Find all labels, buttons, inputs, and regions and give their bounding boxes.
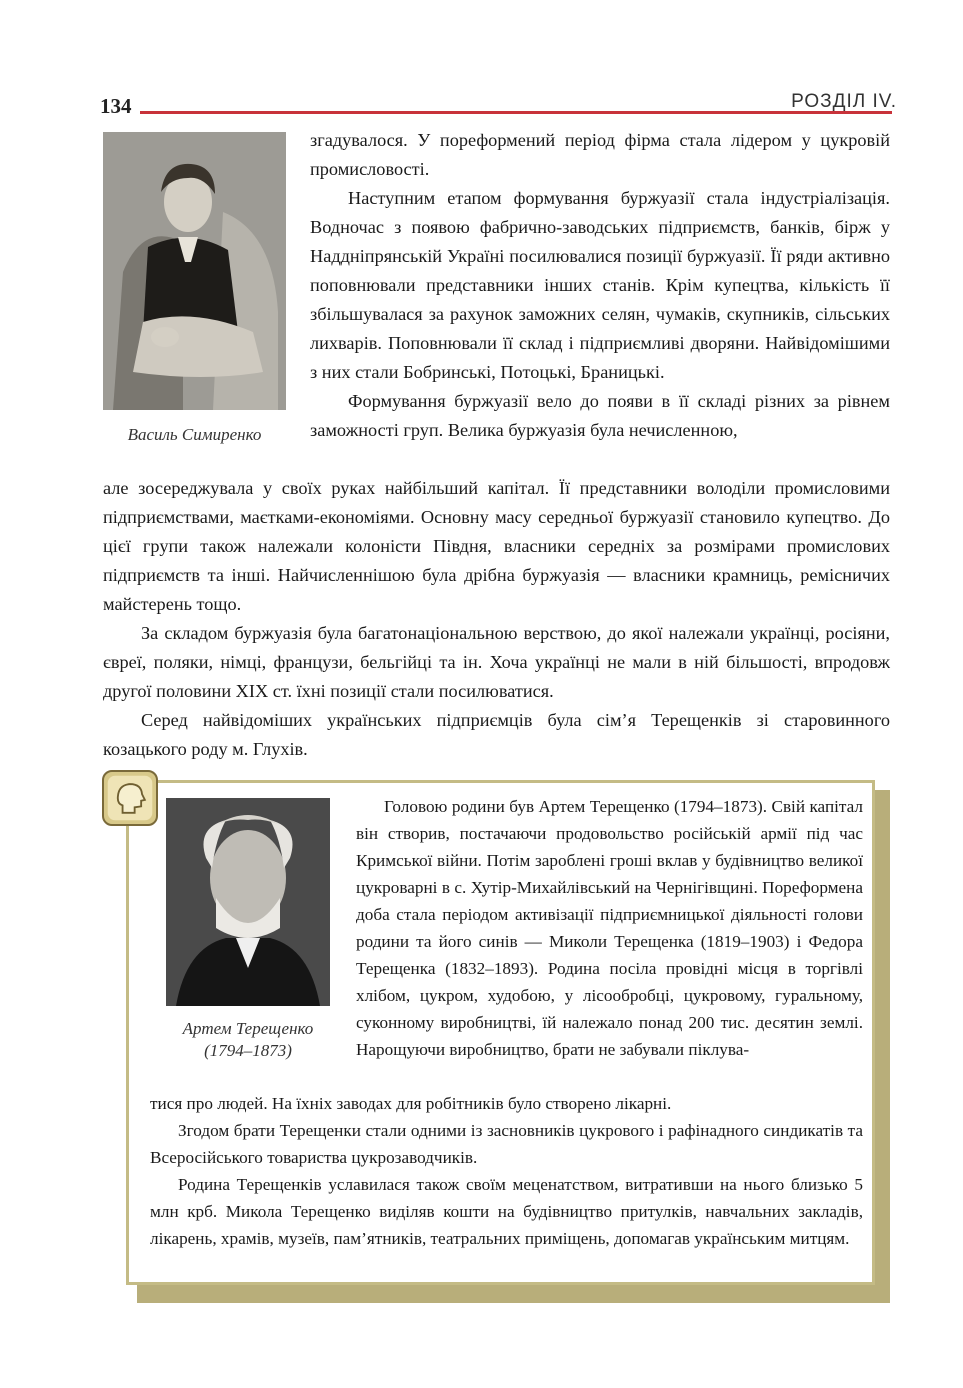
box-text-wide: [150, 1090, 863, 1252]
paragraph-2-text: Наступним етапом формування буржуазії стала індустріалізація. Водночас з появою фабрично-заводських підприємств, банків, бірж у Наддніпрянській Україні посилювалися позиції буржуазії. Її ряди активно поповнювали представники інших станів. Крім купецтва, кількість її збільшувалася за рахунок заможних селян, чумаків, скупників, сільських лихварів. Поповнювали її склад і підприємливі дворяни. Найвідомішими з них стали Бобринські, Потоцькі, Браницькі.: [310, 188, 890, 382]
header-rule: [140, 111, 892, 114]
portrait-artem-tereshchenko: [166, 798, 330, 1006]
box-paragraph-1-start: [356, 793, 863, 1063]
paragraph-5-text: Серед найвідоміших українських підприємців була сім’я Терещенків зі старовинного козацького роду м. Глухів.: [103, 710, 890, 759]
caption-tereshchenko-years: (1794–1873): [204, 1041, 292, 1060]
box-paragraph-2: Згодом брати Терещенки стали одними із засновників цукрового і рафінадного синдикатів та Всеросійського товариства цукрозаводчиків.: [150, 1121, 863, 1167]
caption-simirenko: Василь Симиренко: [127, 425, 262, 444]
paragraph-3-start: Формування буржуазії вело до появи в її складі різних за рівнем заможності груп. Велика буржуазія була нечисленною,: [310, 391, 890, 440]
paragraph-4-text: За складом буржуазія була багатонаціональною верствою, до якої належали українці, росіяни, євреї, поляки, німці, французи, бельгійці та ін. Хоча українці не мали в ній більшості, впродовж другої половини XIX ст. їхні позиції стали посилюватися.: [103, 623, 890, 701]
main-text-wide: [103, 474, 890, 764]
paragraph-1-text: згадувалося. У пореформений період фірма стала лідером у цукровій промисловості.: [310, 130, 890, 179]
chapter-title: РОЗДІЛ IV.: [791, 91, 897, 112]
paragraph-1: [310, 126, 890, 445]
portrait-vasyl-symyrenko: [103, 132, 286, 410]
page-number: 134: [100, 94, 132, 118]
profile-head-icon: [102, 770, 158, 826]
caption-tereshchenko: [160, 1018, 336, 1062]
box-paragraph-3: Родина Терещенків уславилася також своїм меценатством, витративши на нього близько 5 млн крб. Микола Терещенко виділяв кошти на будівництво притулків, навчальних закладів, лікарень, храмів, музеїв, пам’ятників, театральних приміщень, допомагав українським митцям.: [150, 1175, 863, 1248]
box-paragraph-1-start-text: Головою родини був Артем Терещенко (1794–1873). Свій капітал він створив, постачаючи продовольство російській армії під час Кримської війни. Потім зароблені гроші вклав у будівництво великої цукроварні в с. Хутір-Михайлівський на Чернігівщині. Пореформена доба стала періодом активізації підприємницької діяльності голови родини та його синів — Миколи Терещенка (1819–1903) і Федора Терещенка (1832–1893). Родина посіла провідні місця в торгівлі хлібом, цукром, худобою, у лісообробці, цукровому, гуральному, суконному виробництві, їй належало понад 200 тис. десятин землі. Нарощуючи виробництво, брати не забували піклува-: [356, 797, 863, 1059]
box-paragraph-1-end: тися про людей. На їхніх заводах для робітників було створено лікарні.: [150, 1094, 672, 1113]
paragraph-3-end: але зосереджувала у своїх руках найбільший капітал. Її представники володіли промисловими підприємствами, маєтками-економіями. Основну масу середньої буржуазії становило купецтво. До цієї групи також належали колоністи Півдня, власники середніх за розмірами промислових підприємств та інші. Найчисленнішою була дрібна буржуазія — власники крамниць, ремісничих майстерень тощо.: [103, 478, 890, 614]
caption-tereshchenko-name: Артем Терещенко: [182, 1019, 314, 1038]
